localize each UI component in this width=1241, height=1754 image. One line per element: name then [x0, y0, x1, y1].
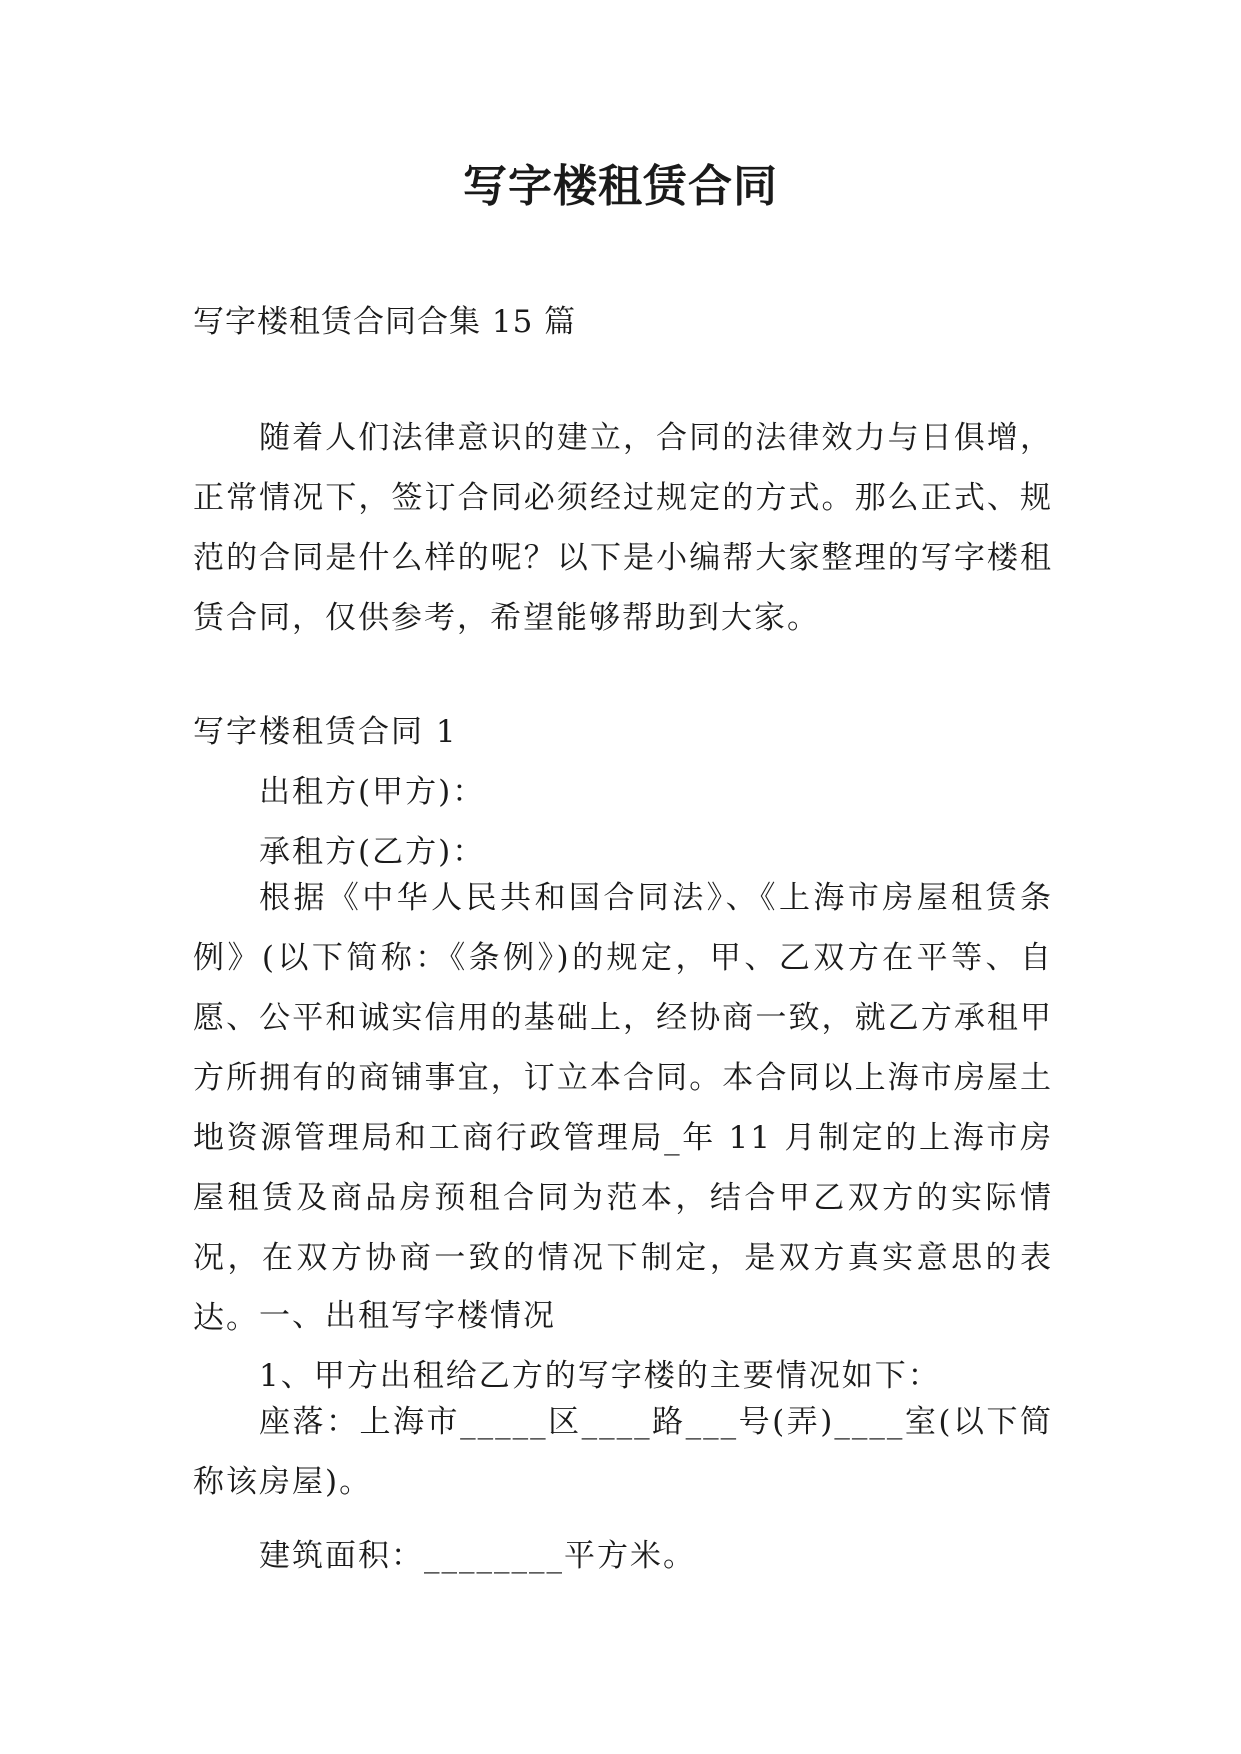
- item-1: 1、甲方出租给乙方的写字楼的主要情况如下：: [259, 1358, 941, 1394]
- area-line: 建筑面积：________平方米。: [259, 1538, 696, 1574]
- location-paragraph: 座落：上海市_____区____路___号(弄)____室(以下简称该房屋)。: [193, 1404, 1053, 1500]
- lessor-line: 出租方(甲方)：: [259, 774, 486, 810]
- document-title: 写字楼租赁合同: [463, 161, 778, 212]
- document-subtitle: 写字楼租赁合同合集 15 篇: [193, 304, 577, 340]
- section-heading-1: 一、出租写字楼情况: [259, 1298, 556, 1334]
- contract-heading: 写字楼租赁合同 1: [193, 714, 458, 750]
- intro-paragraph: 随着人们法律意识的建立，合同的法律效力与日俱增，正常情况下，签订合同必须经过规定的方式。那么正式、规范的合同是什么样的呢？以下是小编帮大家整理的写字楼租赁合同，仅供参考，希望能够帮助到大家。: [193, 420, 1053, 636]
- basis-paragraph: 根据《中华人民共和国合同法》、《上海市房屋租赁条例》(以下简称：《条例》)的规定，甲、乙双方在平等、自愿、公平和诚实信用的基础上，经协商一致，就乙方承租甲方所拥有的商铺事宜，订立本合同。本合同以上海市房屋土地资源管理局和工商行政管理局_年 11 月制定的上海市房屋租赁及商品房预租合同为范本，结合甲乙双方的实际情况，在双方协商一致的情况下制定，是双方真实意思的表达。: [193, 880, 1053, 1336]
- lessee-line: 承租方(乙方)：: [259, 834, 486, 870]
